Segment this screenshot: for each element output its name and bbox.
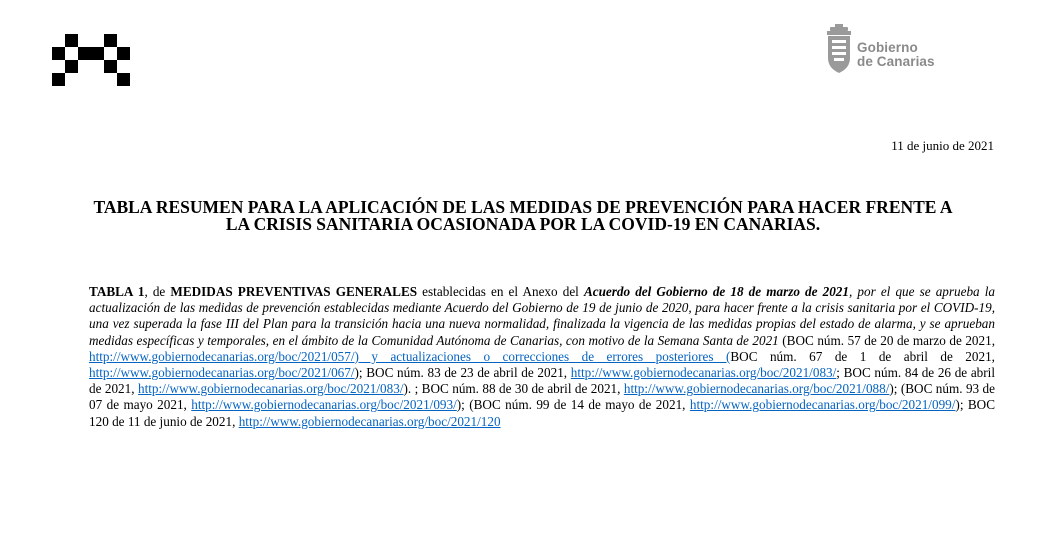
coat-of-arms-icon xyxy=(825,24,853,76)
boc-link-057[interactable]: http://www.gobiernodecanarias.org/boc/2021/057/) y actualizaciones o correcciones de errores posteriores ( xyxy=(89,348,731,364)
logo-text-line2: de Canarias xyxy=(857,54,935,69)
text-segment: ; BOC núm. 84 de 26 de abril de 2021, xyxy=(89,365,995,397)
logo-text-line1: Gobierno xyxy=(857,40,918,55)
document-date: 11 de junio de 2021 xyxy=(891,138,994,153)
document-title xyxy=(40,199,1006,233)
gobierno-canarias-logo xyxy=(825,24,965,76)
text-segment: ); (BOC núm. 93 de 07 de mayo 2021, xyxy=(89,381,995,413)
boc-link-093[interactable]: http://www.gobiernodecanarias.org/boc/2021/093/ xyxy=(191,397,457,413)
boc-link-099[interactable]: http://www.gobiernodecanarias.org/boc/2021/099/ xyxy=(689,397,956,413)
text-segment: ); BOC 120 de 11 de junio de 2021, xyxy=(89,397,996,429)
boc-link-083b[interactable]: http://www.gobiernodecanarias.org/boc/2021/083/ xyxy=(137,381,404,397)
text-segment: BOC núm. 67 de 1 de abril de 2021, xyxy=(730,348,995,364)
boc-link-088[interactable]: http://www.gobiernodecanarias.org/boc/2021/088/ xyxy=(623,381,890,397)
text-segment: (BOC núm. 57 de 20 de marzo de 2021, xyxy=(778,332,995,348)
measures-heading: MEDIDAS PREVENTIVAS GENERALES xyxy=(170,284,418,299)
boc-link-067[interactable]: http://www.gobiernodecanarias.org/boc/2021/067/ xyxy=(89,365,355,381)
boc-link-120[interactable]: http://www.gobiernodecanarias.org/boc/2021/120 xyxy=(238,413,501,429)
text-segment: ); (BOC núm. 99 de 14 de mayo de 2021, xyxy=(456,397,690,413)
table-number: TABLA 1 xyxy=(89,284,145,299)
text-segment: , de xyxy=(144,284,171,299)
title-line-2: LA CRISIS SANITARIA OCASIONADA POR LA COVID-19 EN CANARIAS. xyxy=(225,214,821,234)
agreement-title: Acuerdo del Gobierno de 18 de marzo de 2021 xyxy=(583,284,849,299)
text-segment: ); BOC núm. 83 de 23 de abril de 2021, xyxy=(354,365,571,381)
text-segment: ). ; BOC núm. 88 de 30 de abril de 2021, xyxy=(403,381,624,397)
agreement-description: , por el que se aprueba la actualización de las medidas de prevención establecidas mediante Acuerdo del Gobierno de 19 de junio de 2020, para hacer frente a la crisis sanitaria por el COVID-19, una vez superada la fase III del Plan para la transición hacia una nueva normalidad, finalizada la vigencia de las medidas propias del estado de alarma, y se aprueban medidas específicas y temporales, en el ámbito de la Comunidad Autónoma de Canarias, con motivo de la Semana Santa de 2021 xyxy=(89,284,996,348)
text-segment: establecidas en el Anexo del xyxy=(417,284,584,299)
title-line-1: TABLA RESUMEN PARA LA APLICACIÓN DE LAS MEDIDAS DE PREVENCIÓN PARA HACER FRENTE A xyxy=(93,197,953,217)
boc-link-083a[interactable]: http://www.gobiernodecanarias.org/boc/2021/083/ xyxy=(570,365,837,381)
body-paragraph xyxy=(89,284,995,430)
checker-cross-icon xyxy=(52,34,132,86)
